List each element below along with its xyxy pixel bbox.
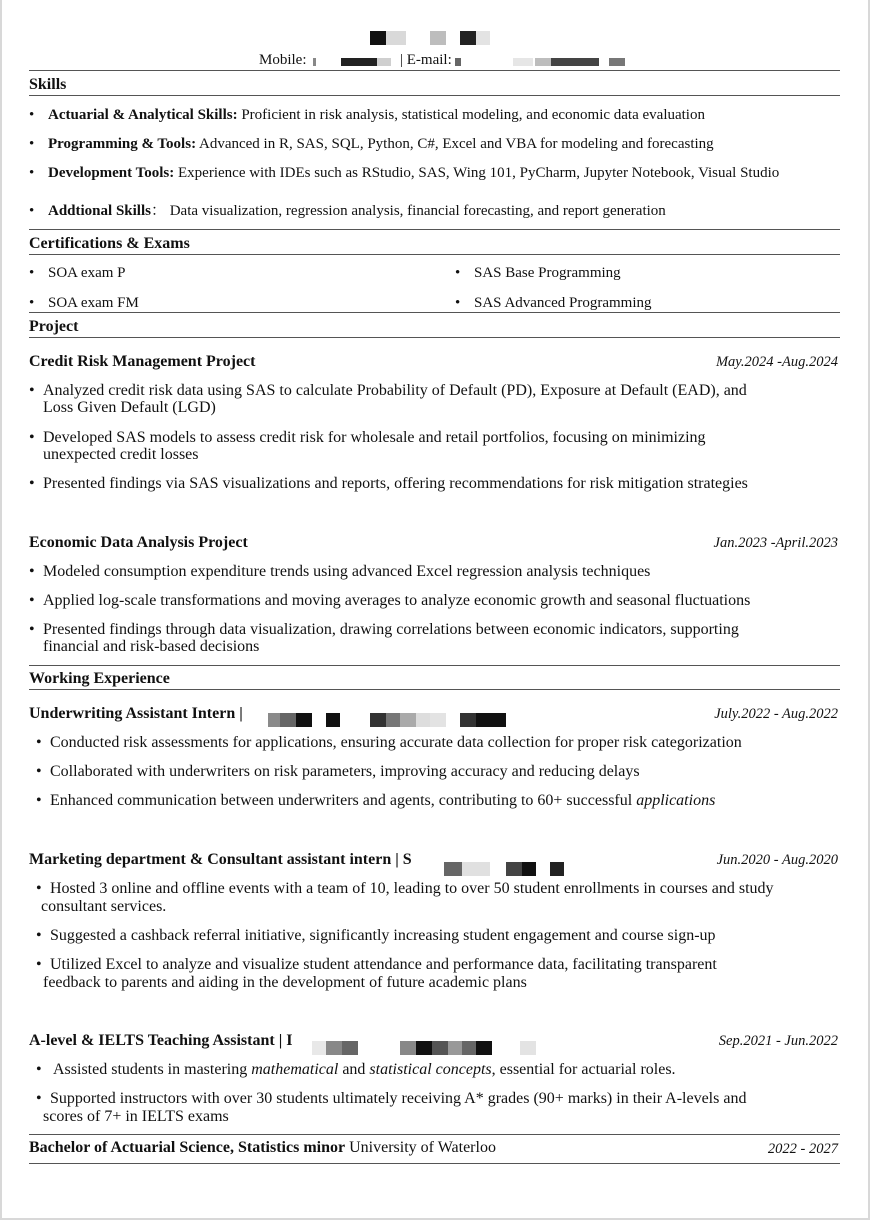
email-label: | E-mail: [400,52,452,68]
school: University of Waterloo [345,1139,496,1156]
redacted-email [455,58,627,66]
cert-item: • SAS Advanced Programming [455,295,652,311]
entry-title: Economic Data Analysis Project [29,534,248,551]
entry-title: Marketing department & Consultant assistant intern | S [29,851,412,868]
education-line [29,1139,496,1157]
entry-date: July.2022 - Aug.2022 [714,706,838,722]
redacted-name [370,31,492,45]
skill-item: • Actuarial & Analytical Skills: Proficient in risk analysis, statistical modeling, and economic data evaluation [29,107,705,123]
entry-title: Credit Risk Management Project [29,353,256,370]
page-edge-left [0,0,2,1220]
divider [29,1134,840,1135]
divider [29,95,840,96]
entry-date: Jan.2023 -April.2023 [713,535,838,551]
cert-item: • SOA exam P [29,265,126,281]
redacted-company [444,862,594,876]
cert-item: • SAS Base Programming [455,265,621,281]
education-date: 2022 - 2027 [767,1141,838,1157]
skill-item: • Development Tools: Experience with IDEs such as RStudio, SAS, Wing 101, PyCharm, Jupyter Notebook, Visual Studio [29,165,780,181]
redacted-company [268,713,508,727]
divider [29,665,840,666]
mobile-label: Mobile: [259,52,307,68]
resume-page: Mobile: | E-mail: Skills • Actuarial & Analytical Skills: Proficient in risk analysis, statistical modeling, and economic data evaluation • Programming & Tools: Advanced in R, SAS, SQL, Python, C#, Excel and VBA for modeling and forecasting • Development Tools: Experience with IDEs such as RStudio, SAS, Wing 101, PyCharm, Jupyter Notebook, Visual Studio • Addtional Skills： Data visualization, regression analysis, financial forecasting, and report generation Certifications & Exams • SOA exam P • SAS Base Programming • SOA exam FM • SAS Advanced Programming Project Credit Risk Management Project May.2024 -Aug.2024 • Analyzed credit risk data using SAS to calculate Probability of Default (PD), Exposure at Default (EAD), and Loss Given Default (LGD) • Developed SAS models to assess credit risk for wholesale and retail portfolios, focusing on minimizing unexpected credit losses • Presented findings via SAS visualizations and reports, offering recommendations for risk mitigation strategies Economic Data Analysis Project Jan.2023 -April.2023 • Modeled consumption expenditure trends using advanced Excel regression analysis techniques • Applied log-scale transformations and moving averages to analyze economic growth and seasonal fluctuations • Presented findings through data visualization, drawing correlations between economic indicators, supporting financial and risk-based decisions Working Experience Underwriting Assistant Intern | July.2022 - Aug.2022 • Conducted risk assessments for applications, ensuring accurate data collection for proper risk categorization • Collaborated with underwriters on risk parameters, improving accuracy and reducing delays • Enhanced communication between underwriters and agents, contributing to 60+ successful applications Marketing department & Consultant assistant intern | S Jun.2020 - Aug.2020 • Hosted 3 online and offline events with a team of 10, leading to over 50 student enrollments in courses and study consultant services. • Suggested a cashback referral initiative, significantly increasing student engagement and course sign-up • Utilized Excel to analyze and visualize student attendance and performance data, facilitating transparent feedback to parents and aiding in the development of future academic plans A-level & IELTS Teaching Assistant | I Sep.2021 - Jun.2022 • Assisted students in mastering mathematical and statistical concepts, essential for actuarial roles. • Supported instructors with over 30 students ultimately receiving A* grades (90+ marks) in their A-levels and scores of 7+ in IELTS exams Bachelor of Actuarial Science, Statistics minor University of Waterloo 2022 - 2027 [0,0,870,1220]
cert-item: • SOA exam FM [29,295,139,311]
entry-date: Jun.2020 - Aug.2020 [716,852,838,868]
degree: Bachelor of Actuarial Science, Statistics minor [29,1139,346,1156]
divider [29,337,840,338]
experience-heading: Working Experience [29,670,170,687]
divider [29,229,840,230]
divider [29,312,840,313]
redacted-company [312,1041,538,1055]
entry-date: Sep.2021 - Jun.2022 [718,1033,838,1049]
divider [29,1163,840,1164]
project-heading: Project [29,318,79,335]
entry-date: May.2024 -Aug.2024 [715,354,838,370]
skill-item: • Programming & Tools: Advanced in R, SAS, SQL, Python, C#, Excel and VBA for modeling and forecasting [29,136,714,152]
certifications-heading: Certifications & Exams [29,235,190,252]
divider [29,254,840,255]
skills-heading: Skills [29,76,67,93]
skill-item: • Addtional Skills： Data visualization, regression analysis, financial forecasting, and report generation [29,203,666,219]
redacted-mobile [313,58,393,66]
divider [29,70,840,71]
entry-title: Underwriting Assistant Intern | [29,705,243,722]
divider [29,689,840,690]
entry-title: A-level & IELTS Teaching Assistant | I [29,1032,293,1049]
